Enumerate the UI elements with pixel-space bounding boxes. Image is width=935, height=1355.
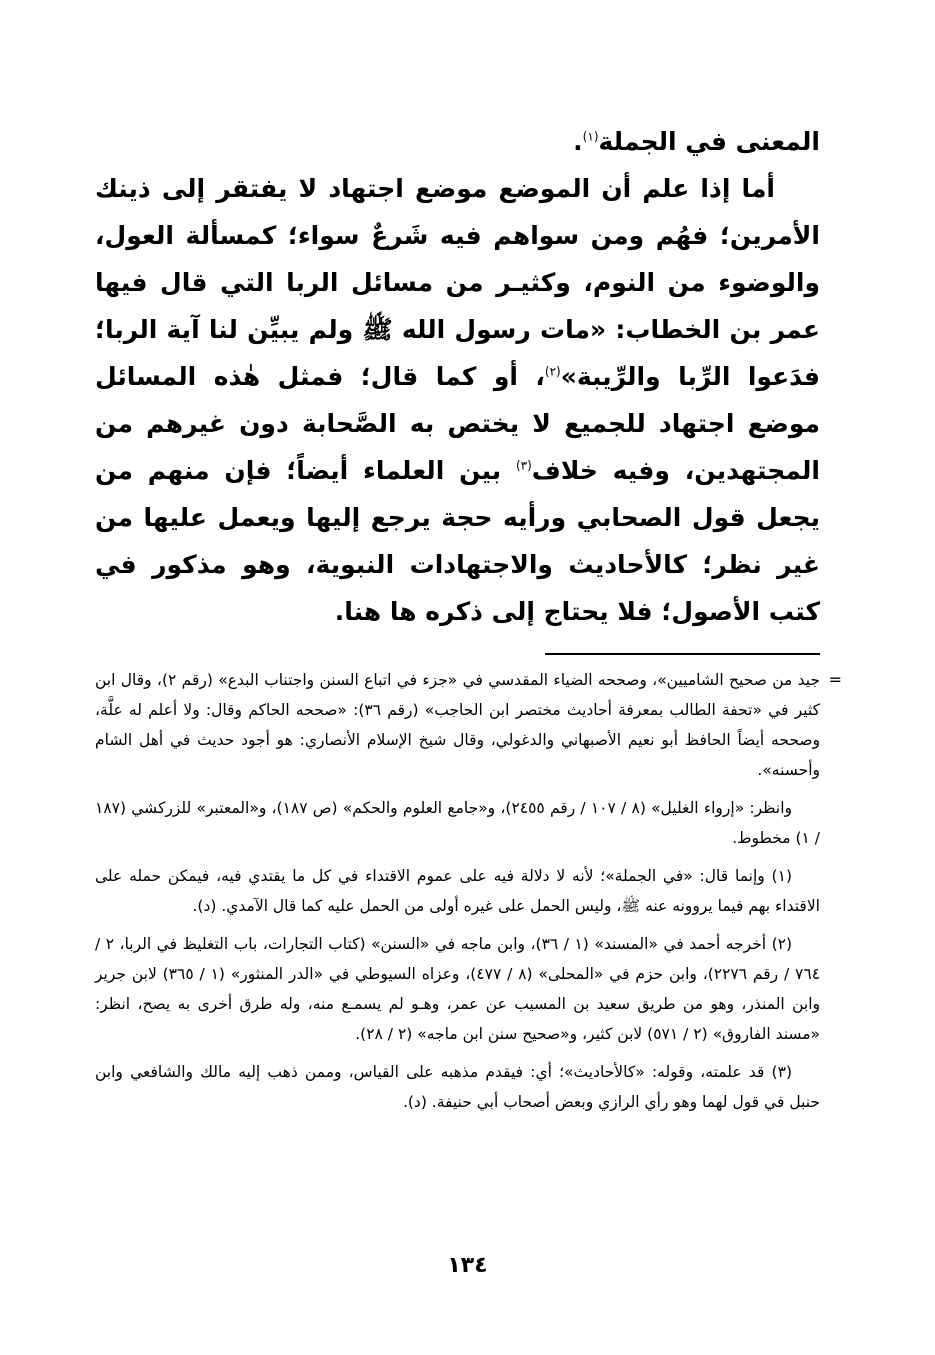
footnote-continuation-2: وانظر: «إرواء الغليل» (٨ / ١٠٧ / رقم ٢٤٥٥)، و«جامع العلوم والحكم» (ص ١٨٧)، و«المعتبر» للزركشي (١٨٧ / ١) مخطوط. bbox=[95, 799, 820, 847]
footnotes bbox=[95, 665, 842, 1117]
footnote-continuation-1: جيد من صحيح الشاميين»، وصححه الضياء المقدسي في «جزء في اتباع السنن واجتناب البدع» (رقم ٢)، وقال ابن كثير في «تحفة الطالب بمعرفة أحاديث مختصر ابن الحاجب» (رقم ٣٦): «صححه الحاكم وقال: ولا أعلم له علَّة، وصححه أيضاً الحافظ أبو نعيم الأصبهاني والدغولي، وقال شيخ الإسلام الأنصاري: هو أجود حديث في أهل الشام وأحسنه». bbox=[95, 671, 821, 779]
footnote-1: (١) وإنما قال: «في الجملة»؛ لأنه لا دلالة فيه على عموم الاقتداء في كل ما يقتدي فيه، فيمكن حمله على الاقتداء بهم فيما يروونه عنه ﷺ، وليس الحمل على غيره أولى من الحمل عليه كما قال الآمدي. (د). bbox=[95, 867, 820, 915]
main-text bbox=[95, 118, 820, 635]
footnote-ref-1: (١) bbox=[582, 129, 599, 144]
footnote-ref-2: (٢) bbox=[544, 364, 561, 379]
footnote-separator bbox=[545, 653, 820, 655]
continuation-mark: = bbox=[828, 670, 842, 689]
page-number: ١٣٤ bbox=[447, 1253, 488, 1278]
footnote-ref-3: (٣) bbox=[515, 458, 532, 473]
paragraph-2 bbox=[95, 165, 820, 635]
paragraph-2-text-c: بين العلماء أيضاً؛ فإن منهم من يجعل قول الصحابي ورأيه حجة يرجع إليها ويعمل عليها من غير نظر؛ كالأحاديث والاجتهادات النبوية، وهو مذكور في كتب الأصول؛ فلا يحتاج إلى ذكره ها هنا. bbox=[95, 456, 820, 626]
book-page bbox=[95, 118, 842, 1125]
paragraph-2-text-a: أما إذا علم أن الموضع موضع اجتهاد لا يفتقر إلى ذينك الأمرين؛ فهُم ومن سواهم فيه شَرعٌ سواء؛ كمسألة العول، والوضوء من النوم، وكثيـر من مسائل الربا التي قال فيها عمر بن الخطاب: «مات رسول الله ﷺ ولم يبيِّن لنا آية الربا؛ فدَعوا الرِّبا والرِّيبة» bbox=[95, 174, 820, 391]
footnote-3: (٣) قد علمته، وقوله: «كالأحاديث»؛ أي: فيقدم مذهبه على القياس، وممن ذهب إليه مالك والشافعي وابن حنبل في قول لهما وهو رأي الرازي وبعض أصحاب أبي حنيفة. (د). bbox=[95, 1063, 820, 1111]
paragraph-1-text: المعنى في الجملة bbox=[598, 127, 820, 156]
footnote-2: (٢) أخرجه أحمد في «المسند» (١ / ٣٦)، وابن ماجه في «السنن» (كتاب التجارات، باب التغليظ في الربا، ٢ / ٧٦٤ / رقم ٢٢٧٦)، وابن حزم في «المحلى» (٨ / ٤٧٧)، وعزاه السيوطي في «الدر المنثور» (١ / ٣٦٥) لابن جرير وابن المنذر، وهو من طريق سعيد بن المسيب عن عمر، وهـو لم يسمـع منه، وله طرق أخرى به يصح، انظر: «مسند الفاروق» (٢ / ٥٧١) لابن كثير، و«صحيح سنن ابن ماجه» (٢ / ٢٨). bbox=[95, 935, 821, 1043]
paragraph-1 bbox=[95, 118, 820, 165]
paragraph-2-text-b: ، أو كما قال؛ فمثل هٰذه المسائل موضع اجتهاد للجميع لا يختص به الصَّحابة دون غيرهم من المجتهدين، وفيه خلاف bbox=[95, 362, 820, 485]
paragraph-1-end: . bbox=[573, 127, 583, 156]
